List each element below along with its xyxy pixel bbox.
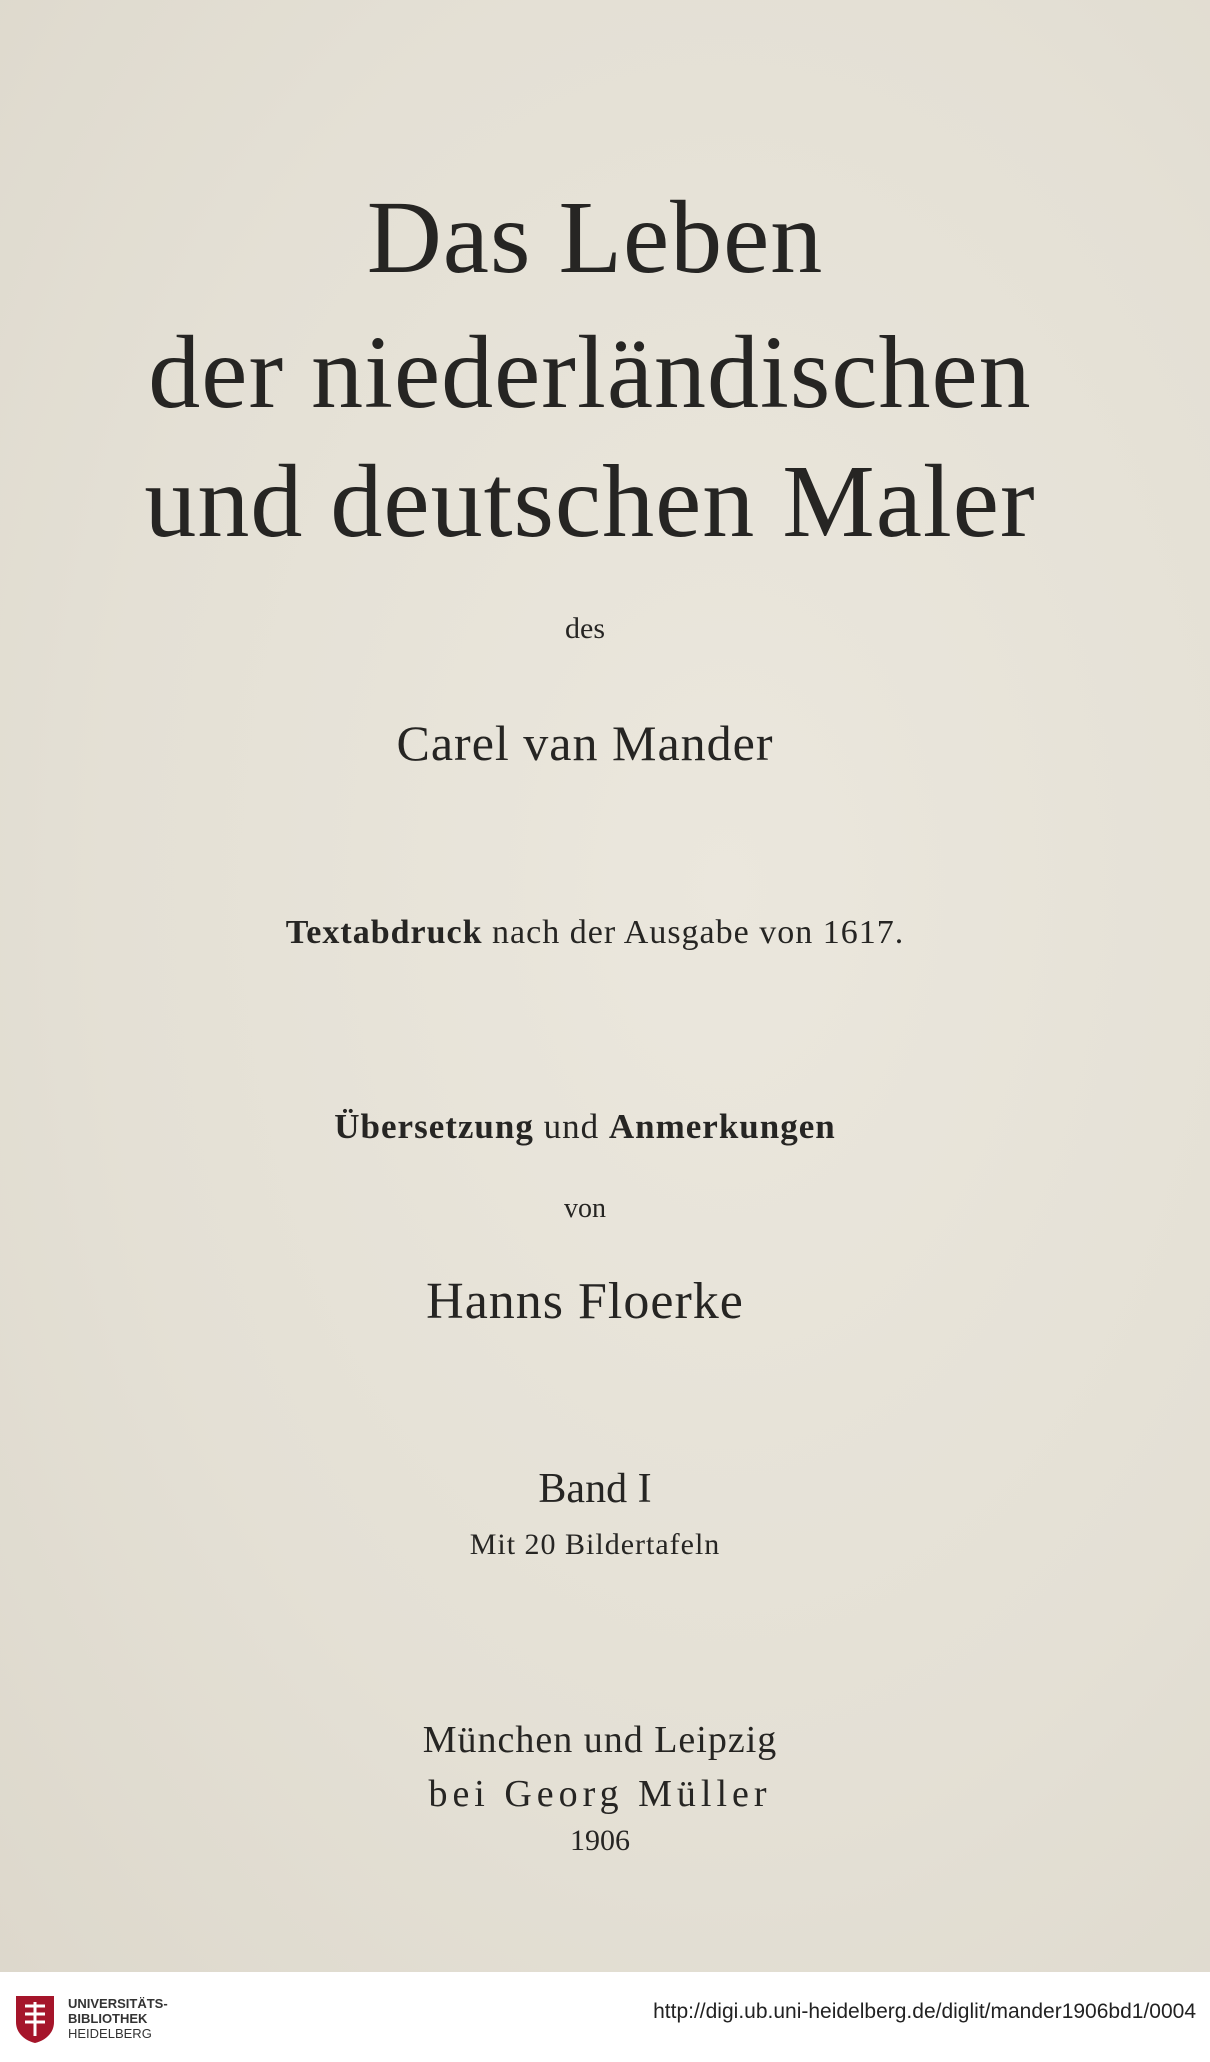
translation-note xyxy=(0,1107,1190,1147)
translator-name: Hanns Floerke xyxy=(426,1273,744,1330)
edition-note-bold: Textabdruck xyxy=(285,914,483,951)
publication-city: München und Leipzig xyxy=(422,1719,778,1761)
volume-label: Band I xyxy=(538,1466,652,1512)
publication-year: 1906 xyxy=(570,1824,630,1857)
translator-by-word: von xyxy=(564,1193,606,1224)
university-library-logo[interactable] xyxy=(12,1988,212,2048)
title-line-3: und deutschen Maler xyxy=(144,444,1036,559)
library-footer-bar xyxy=(0,1972,1210,2062)
translation-word-1: Übersetzung xyxy=(334,1107,534,1146)
library-seal-icon xyxy=(12,1992,58,2044)
by-word: des xyxy=(565,612,605,645)
publisher-name: bei Georg Müller xyxy=(428,1773,772,1815)
author-name: Carel van Mander xyxy=(396,715,774,771)
permalink-url[interactable]: http://digi.ub.uni-heidelberg.de/diglit/mander1906bd1/0004 xyxy=(653,2000,1196,2023)
translation-word-2: Anmerkungen xyxy=(608,1107,836,1146)
title-line-1: Das Leben xyxy=(366,180,824,295)
title-line-2: der niederländischen xyxy=(148,315,1032,430)
logo-line-1: UNIVERSITÄTS- xyxy=(68,1996,168,2011)
edition-note-rest: nach der Ausgabe von 1617. xyxy=(492,914,905,951)
translation-conjunction: und xyxy=(543,1107,600,1146)
plates-note: Mit 20 Bildertafeln xyxy=(469,1528,721,1561)
edition-note xyxy=(0,914,1200,952)
logo-line-3: HEIDELBERG xyxy=(68,2026,152,2041)
logo-text xyxy=(68,1996,168,2041)
logo-line-2: BIBLIOTHEK xyxy=(68,2011,148,2026)
